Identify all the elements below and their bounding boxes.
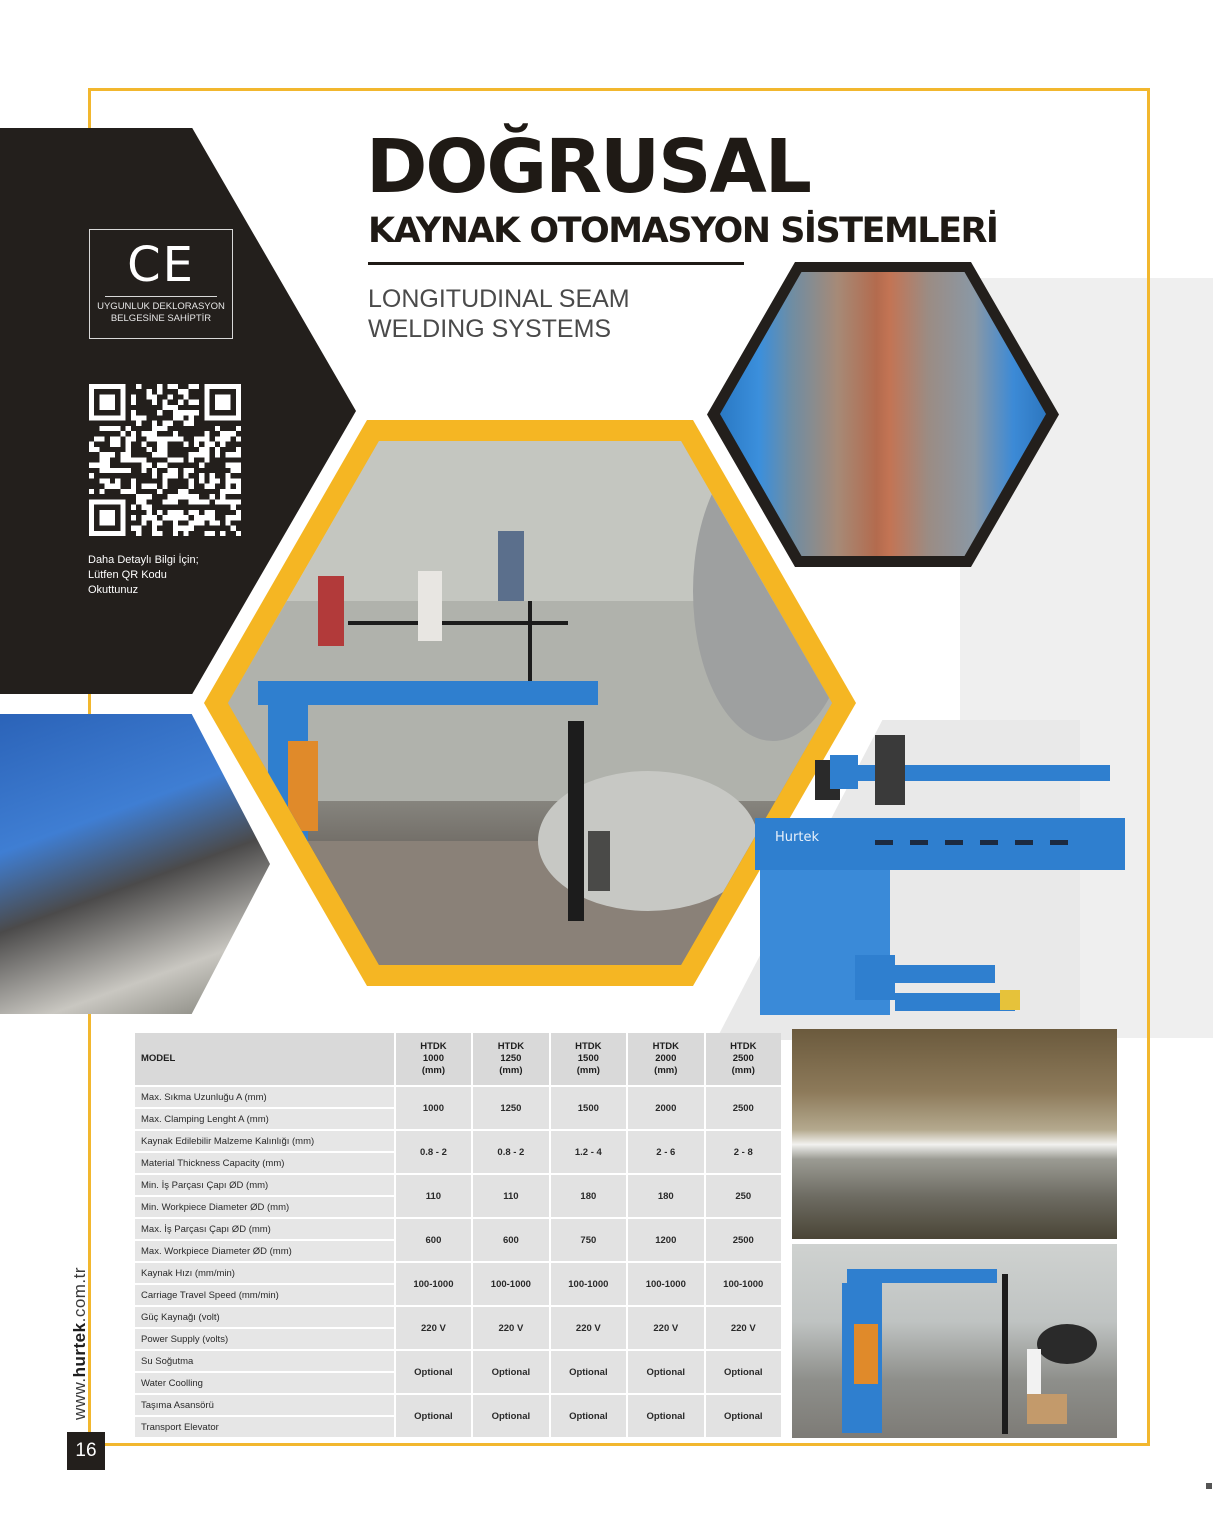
spec-value: 220 V	[706, 1307, 781, 1349]
spec-value: 220 V	[628, 1307, 703, 1349]
spec-label-tr: Su Soğutma	[135, 1351, 394, 1371]
qr-note	[88, 553, 228, 598]
spec-label-tr: Güç Kaynağı (volt)	[135, 1307, 394, 1327]
table-row	[135, 1219, 781, 1239]
spec-value: Optional	[551, 1395, 626, 1437]
table-row	[135, 1307, 781, 1327]
spec-value: 1500	[551, 1087, 626, 1129]
table-row	[135, 1131, 781, 1151]
spec-label-tr: Max. Sıkma Uzunluğu A (mm)	[135, 1087, 394, 1107]
page-subtitle: KAYNAK OTOMASYON SİSTEMLERİ	[368, 211, 998, 251]
page-number: 16	[67, 1432, 105, 1470]
spec-value: 110	[473, 1175, 548, 1217]
spec-label-en: Water Coolling	[135, 1373, 394, 1393]
spec-value: 110	[396, 1175, 471, 1217]
ce-divider	[105, 296, 217, 297]
spec-value: Optional	[551, 1351, 626, 1393]
spec-value: 220 V	[396, 1307, 471, 1349]
spec-value: 0.8 - 2	[396, 1131, 471, 1173]
spec-value: 2 - 8	[706, 1131, 781, 1173]
spec-value: Optional	[706, 1351, 781, 1393]
model-col-htdk-2500: HTDK 2500 (mm)	[706, 1033, 781, 1085]
spec-value: 250	[706, 1175, 781, 1217]
spec-value: Optional	[396, 1395, 471, 1437]
spec-value: Optional	[473, 1395, 548, 1437]
ce-text-line1: UYGUNLUK DEKLORASYON	[97, 301, 225, 312]
installed-machine-photo	[792, 1244, 1117, 1438]
spec-value: 100-1000	[473, 1263, 548, 1305]
qr-note-line2: Lütfen QR Kodu	[88, 569, 167, 581]
spec-value: 180	[551, 1175, 626, 1217]
spec-table	[133, 1031, 783, 1439]
model-col-htdk-1250: HTDK 1250 (mm)	[473, 1033, 548, 1085]
spec-value: 100-1000	[551, 1263, 626, 1305]
table-row	[135, 1395, 781, 1415]
spec-value: 0.8 - 2	[473, 1131, 548, 1173]
table-row	[135, 1263, 781, 1283]
qr-note-line1: Daha Detaylı Bilgi İçin;	[88, 554, 199, 566]
spec-value: 1000	[396, 1087, 471, 1129]
spec-value: 600	[473, 1219, 548, 1261]
spec-label-en: Power Supply (volts)	[135, 1329, 394, 1349]
spec-value: Optional	[628, 1395, 703, 1437]
seam-welder-machine-photo	[755, 715, 1135, 1027]
spec-value: 100-1000	[706, 1263, 781, 1305]
spec-label-en: Min. Workpiece Diameter ØD (mm)	[135, 1197, 394, 1217]
spec-value: 1200	[628, 1219, 703, 1261]
spec-table-header	[135, 1033, 781, 1085]
spec-value: 2500	[706, 1219, 781, 1261]
spec-value: 1250	[473, 1087, 548, 1129]
model-header: MODEL	[135, 1033, 394, 1085]
english-title	[368, 284, 630, 344]
spec-value: 2 - 6	[628, 1131, 703, 1173]
ce-mark: CE	[127, 237, 195, 293]
spec-value: 100-1000	[396, 1263, 471, 1305]
spec-value: 600	[396, 1219, 471, 1261]
spec-label-tr: Kaynak Edilebilir Malzeme Kalınlığı (mm)	[135, 1131, 394, 1151]
spec-label-en: Transport Elevator	[135, 1417, 394, 1437]
spec-label-tr: Kaynak Hızı (mm/min)	[135, 1263, 394, 1283]
model-col-htdk-1000: HTDK 1000 (mm)	[396, 1033, 471, 1085]
spec-value: 1.2 - 4	[551, 1131, 626, 1173]
weld-seam-photo	[792, 1029, 1117, 1239]
spec-value: 180	[628, 1175, 703, 1217]
english-title-line2: WELDING SYSTEMS	[368, 315, 612, 343]
qr-code[interactable]	[89, 384, 241, 536]
spec-value: 750	[551, 1219, 626, 1261]
table-row	[135, 1087, 781, 1107]
spec-value: Optional	[473, 1351, 548, 1393]
spec-label-tr: Taşıma Asansörü	[135, 1395, 394, 1415]
ce-certificate-box	[89, 229, 233, 339]
qr-note-line3: Okuttunuz	[88, 584, 139, 596]
spec-table-body	[135, 1087, 781, 1437]
page-title: DOĞRUSAL	[366, 124, 810, 210]
spec-value: Optional	[628, 1351, 703, 1393]
installed-machine-illustration	[792, 1244, 1117, 1438]
spec-value: 220 V	[551, 1307, 626, 1349]
title-divider	[368, 262, 744, 265]
website-url[interactable]: www.hurtek.com.tr	[70, 1266, 89, 1420]
corner-mark	[1206, 1483, 1212, 1489]
spec-label-en: Max. Workpiece Diameter ØD (mm)	[135, 1241, 394, 1261]
spec-value: 100-1000	[628, 1263, 703, 1305]
spec-value: 2500	[706, 1087, 781, 1129]
table-row	[135, 1175, 781, 1195]
english-title-line1: LONGITUDINAL SEAM	[368, 285, 630, 313]
spec-value: 2000	[628, 1087, 703, 1129]
ce-text-line2: BELGESİNE SAHİPTİR	[110, 313, 212, 324]
table-row	[135, 1351, 781, 1371]
spec-label-tr: Max. İş Parçası Çapı ØD (mm)	[135, 1219, 394, 1239]
spec-label-en: Carriage Travel Speed (mm/min)	[135, 1285, 394, 1305]
spec-value: 220 V	[473, 1307, 548, 1349]
machine-brand-label: Hurtek	[775, 830, 819, 845]
model-col-htdk-1500: HTDK 1500 (mm)	[551, 1033, 626, 1085]
spec-value: Optional	[396, 1351, 471, 1393]
spec-label-tr: Min. İş Parçası Çapı ØD (mm)	[135, 1175, 394, 1195]
spec-label-en: Material Thickness Capacity (mm)	[135, 1153, 394, 1173]
spec-value: Optional	[706, 1395, 781, 1437]
model-col-htdk-2000: HTDK 2000 (mm)	[628, 1033, 703, 1085]
spec-label-en: Max. Clamping Lenght A (mm)	[135, 1109, 394, 1129]
